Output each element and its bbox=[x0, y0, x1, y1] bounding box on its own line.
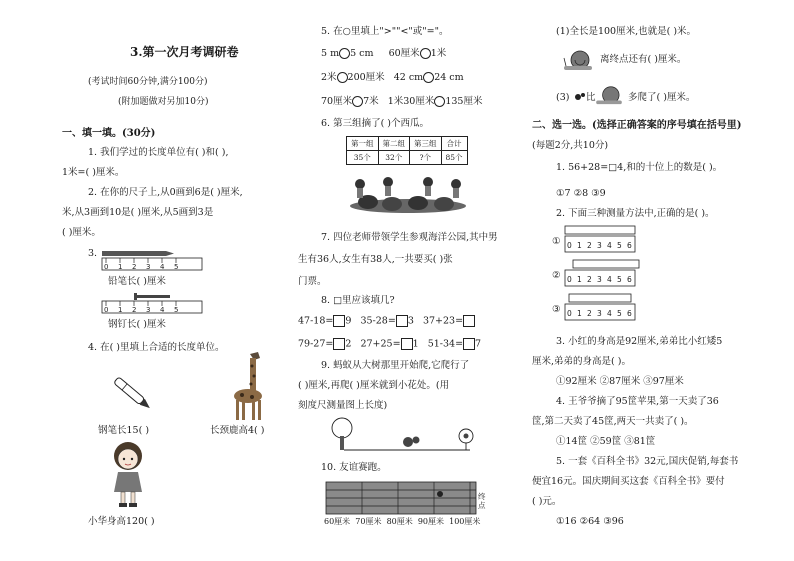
q2-line1: 2. 在你的尺子上,从0画到6是( )厘米, bbox=[88, 187, 243, 198]
q2-line2: 米,从3画到10是( )厘米,从5画到3是 bbox=[62, 207, 214, 218]
q7-line1: 7. 四位老师带领学生参观海洋公园,其中男 bbox=[321, 232, 498, 243]
q2-line3: ( )厘米。 bbox=[62, 227, 101, 238]
q8-line: 8. □里应该填几? bbox=[321, 295, 395, 306]
tick-label: 2 bbox=[587, 241, 592, 250]
scale-label: 60厘米 bbox=[324, 517, 351, 526]
q1-line1: 1. 我们学过的长度单位有( )和( ), bbox=[88, 147, 229, 158]
compare-circle[interactable] bbox=[423, 72, 434, 83]
girl-icon bbox=[108, 440, 148, 510]
q3-pencil-label: 铅笔长( )厘米 bbox=[108, 276, 166, 287]
q11-3-prefix: (3) bbox=[556, 92, 570, 103]
tick-label: 5 bbox=[174, 263, 179, 271]
s2-q5-line2: 便宜16元。国庆期间买这套《百科全书》要付 bbox=[532, 476, 725, 487]
table-cell: 35个 bbox=[347, 151, 379, 165]
tick-label: 5 bbox=[174, 306, 179, 314]
q10-line: 10. 友谊赛跑。 bbox=[321, 462, 387, 473]
q4-girl-label: 小华身高120( ) bbox=[88, 516, 155, 527]
q8-digit: 2 bbox=[345, 338, 352, 350]
q5-row3a: 70厘米 bbox=[321, 96, 353, 107]
table-cell: ?个 bbox=[410, 151, 442, 165]
table-cell: 32个 bbox=[378, 151, 410, 165]
race-track bbox=[322, 480, 490, 516]
tick-label: 2 bbox=[587, 309, 592, 318]
s2-q5-options: ①16 ②64 ③96 bbox=[556, 516, 624, 527]
pencil-ruler-figure bbox=[100, 250, 210, 272]
q5-row3c: 1米30厘米 bbox=[387, 96, 435, 107]
compare-circle[interactable] bbox=[434, 96, 445, 107]
tick-label: 0 bbox=[104, 263, 109, 271]
q5-row1d: 1米 bbox=[430, 48, 447, 59]
tick-label: 4 bbox=[607, 309, 612, 318]
answer-box[interactable] bbox=[396, 315, 408, 327]
q5-row3d: 135厘米 bbox=[445, 96, 483, 107]
table-header: 第二组 bbox=[378, 137, 410, 151]
q5-row1 bbox=[321, 48, 446, 60]
table-header: 第一组 bbox=[347, 137, 379, 151]
tick-label: 4 bbox=[160, 306, 165, 314]
s2-q5-line1: 5. 一套《百科全书》32元,国庆促销,每套书 bbox=[556, 456, 739, 467]
compare-circle[interactable] bbox=[337, 72, 348, 83]
q9-line1: 9. 蚂蚁从大树那里开始爬,它爬行了 bbox=[321, 360, 470, 371]
tick-label: 2 bbox=[132, 306, 137, 314]
section1-heading: 一、填一填。(30分) bbox=[62, 128, 156, 139]
section2-heading: 二、选一选。(选择正确答案的序号填在括号里) bbox=[532, 120, 742, 131]
q8-expr: 51-34= bbox=[427, 338, 464, 350]
nail-ruler-figure bbox=[100, 293, 210, 315]
tick-label: 1 bbox=[118, 306, 123, 314]
s2-q1-line: 1. 56+28=□4,和的十位上的数是( )。 bbox=[556, 162, 723, 173]
section2-sub: (每题2分,共10分) bbox=[532, 140, 609, 151]
q5-line: 5. 在○里填上">""<"或"="。 bbox=[321, 26, 449, 37]
nail-icon bbox=[136, 295, 170, 298]
q11-3-rest: 多爬了( )厘米。 bbox=[628, 92, 696, 103]
q9-line3: 刻度尺测量图上长度) bbox=[298, 400, 388, 411]
q5-row2b: 200厘米 bbox=[347, 72, 385, 83]
q1-line2: 1米=( )厘米。 bbox=[62, 167, 125, 178]
time-note: (考试时间60分钟,满分100分) bbox=[88, 77, 208, 87]
answer-box[interactable] bbox=[333, 315, 345, 327]
q5-row1c: 60厘米 bbox=[388, 48, 420, 59]
snail-marker-icon bbox=[437, 491, 443, 497]
tick-label: 4 bbox=[607, 275, 612, 284]
q8-expr: 37+23= bbox=[422, 315, 464, 327]
table-header: 第三组 bbox=[410, 137, 442, 151]
q5-row2a: 2米 bbox=[321, 72, 337, 83]
snail-icon bbox=[562, 48, 594, 72]
measure-option-1[interactable] bbox=[563, 226, 647, 256]
table-cell: 85个 bbox=[441, 151, 467, 165]
answer-box[interactable] bbox=[401, 338, 413, 350]
tick-label: 3 bbox=[597, 241, 602, 250]
tick-label: 2 bbox=[587, 275, 592, 284]
s2-q3-line2: 厘米,弟弟的身高是( )。 bbox=[532, 356, 631, 367]
q8-row1 bbox=[298, 315, 475, 328]
tick-label: 1 bbox=[577, 241, 582, 250]
tick-label: 6 bbox=[627, 241, 632, 250]
tick-label: 6 bbox=[627, 309, 632, 318]
measure-option-2[interactable] bbox=[563, 260, 647, 290]
ruler-body bbox=[102, 258, 202, 270]
s2-q3-options: ①92厘米 ②87厘米 ③97厘米 bbox=[556, 376, 684, 387]
q5-row3b: 7米 bbox=[363, 96, 379, 107]
q6-table-wrap bbox=[346, 136, 468, 165]
q8-digit: 1 bbox=[412, 338, 419, 350]
s2-q3-line1: 3. 小红的身高是92厘米,弟弟比小红矮5 bbox=[556, 336, 723, 347]
tick-label: 6 bbox=[627, 275, 632, 284]
q3-number: 3. bbox=[88, 248, 98, 259]
q10-end-label: 终点 bbox=[478, 492, 486, 510]
q11-2: 离终点还有( )厘米。 bbox=[600, 54, 687, 65]
answer-box[interactable] bbox=[333, 338, 345, 350]
q9-line2: ( )厘米,再爬( )厘米就到小花处。(用 bbox=[298, 380, 450, 391]
q8-row2 bbox=[298, 338, 481, 351]
q4-line: 4. 在( )里填上合适的长度单位。 bbox=[88, 342, 225, 353]
q4-giraffe-label: 长颈鹿高4( ) bbox=[210, 425, 265, 436]
tick-label: 2 bbox=[132, 263, 137, 271]
table-header: 合计 bbox=[441, 137, 467, 151]
q5-row2c: 42 cm bbox=[393, 72, 424, 83]
tick-label: 5 bbox=[617, 309, 622, 318]
s2-q1-options: ①7 ②8 ③9 bbox=[556, 188, 606, 199]
tick-label: 1 bbox=[577, 309, 582, 318]
tick-label: 3 bbox=[146, 263, 151, 271]
tick-label: 4 bbox=[160, 263, 165, 271]
s2-q4-line1: 4. 王爷爷摘了95筐苹果,第一天卖了36 bbox=[556, 396, 719, 407]
q8-expr: 27+25= bbox=[360, 338, 401, 350]
scale-label: 80厘米 bbox=[386, 517, 413, 526]
bonus-note: (附加题做对另加10分) bbox=[118, 97, 209, 107]
compare-circle[interactable] bbox=[420, 48, 431, 59]
measure-option-3[interactable] bbox=[563, 294, 647, 324]
tick-label: 0 bbox=[567, 241, 572, 250]
snail-icon bbox=[594, 84, 624, 106]
fountain-pen-icon bbox=[108, 372, 158, 417]
q4-pen-label: 钢笔长15( ) bbox=[98, 425, 150, 436]
option-mark: ② bbox=[552, 270, 561, 281]
watermelon-kids-illustration bbox=[348, 176, 470, 214]
q5-row2 bbox=[321, 72, 464, 84]
q5-row1b: 5 cm bbox=[350, 48, 374, 59]
tree-icon bbox=[332, 418, 352, 438]
scale-label: 70厘米 bbox=[355, 517, 382, 526]
ant-icon bbox=[574, 90, 586, 102]
s2-q5-line3: ( )元。 bbox=[532, 496, 562, 507]
ruler-body bbox=[102, 301, 202, 313]
q8-expr: 79-27= bbox=[298, 338, 334, 350]
q11-3-bi: 比 bbox=[586, 92, 596, 103]
q8-digit: 7 bbox=[475, 338, 482, 350]
q6-line: 6. 第三组摘了( )个西瓜。 bbox=[321, 118, 430, 129]
answer-box[interactable] bbox=[463, 338, 475, 350]
compare-circle[interactable] bbox=[339, 48, 350, 59]
q7-line3: 门票。 bbox=[298, 276, 327, 287]
q5-row3 bbox=[321, 96, 482, 108]
tick-label: 0 bbox=[567, 309, 572, 318]
q10-scale bbox=[324, 516, 480, 528]
s2-q4-line2: 筐,第二天卖了45筐,两天一共卖了( )。 bbox=[532, 416, 694, 427]
giraffe-icon bbox=[228, 350, 272, 422]
q8-digit: 3 bbox=[407, 315, 414, 327]
tick-label: 0 bbox=[104, 306, 109, 314]
q3-nail-label: 钢钉长( )厘米 bbox=[108, 319, 166, 330]
ant-path-illustration bbox=[330, 416, 480, 454]
ant-icon bbox=[403, 437, 413, 447]
q5-row1a: 5 m bbox=[321, 48, 340, 59]
tick-label: 3 bbox=[597, 309, 602, 318]
tick-label: 3 bbox=[597, 275, 602, 284]
pencil-icon bbox=[102, 251, 166, 256]
tick-label: 1 bbox=[118, 263, 123, 271]
scale-label: 100厘米 bbox=[449, 517, 481, 526]
option-mark: ① bbox=[552, 236, 561, 247]
s2-q4-options: ①14筐 ②59筐 ③81筐 bbox=[556, 436, 656, 447]
tick-label: 0 bbox=[567, 275, 572, 284]
option-mark: ③ bbox=[552, 304, 561, 315]
tick-label: 5 bbox=[617, 275, 622, 284]
tick-label: 5 bbox=[617, 241, 622, 250]
q6-table bbox=[346, 136, 468, 165]
q8-digit: 9 bbox=[345, 315, 352, 327]
q8-expr: 35-28= bbox=[360, 315, 396, 327]
q7-line2: 生有36人,女生有38人,一共要买( )张 bbox=[298, 254, 453, 265]
scale-label: 90厘米 bbox=[417, 517, 445, 526]
compare-circle[interactable] bbox=[352, 96, 363, 107]
answer-box[interactable] bbox=[463, 315, 475, 327]
q8-expr: 47-18= bbox=[298, 315, 334, 327]
s2-q2-line: 2. 下面三种测量方法中,正确的是( )。 bbox=[556, 208, 715, 219]
tick-label: 4 bbox=[607, 241, 612, 250]
tick-label: 1 bbox=[577, 275, 582, 284]
tick-label: 3 bbox=[146, 306, 151, 314]
page-title: 3.第一次月考调研卷 bbox=[130, 45, 239, 59]
q11-1: (1)全长是100厘米,也就是( )米。 bbox=[556, 26, 697, 37]
q5-row2d: 24 cm bbox=[434, 72, 464, 83]
